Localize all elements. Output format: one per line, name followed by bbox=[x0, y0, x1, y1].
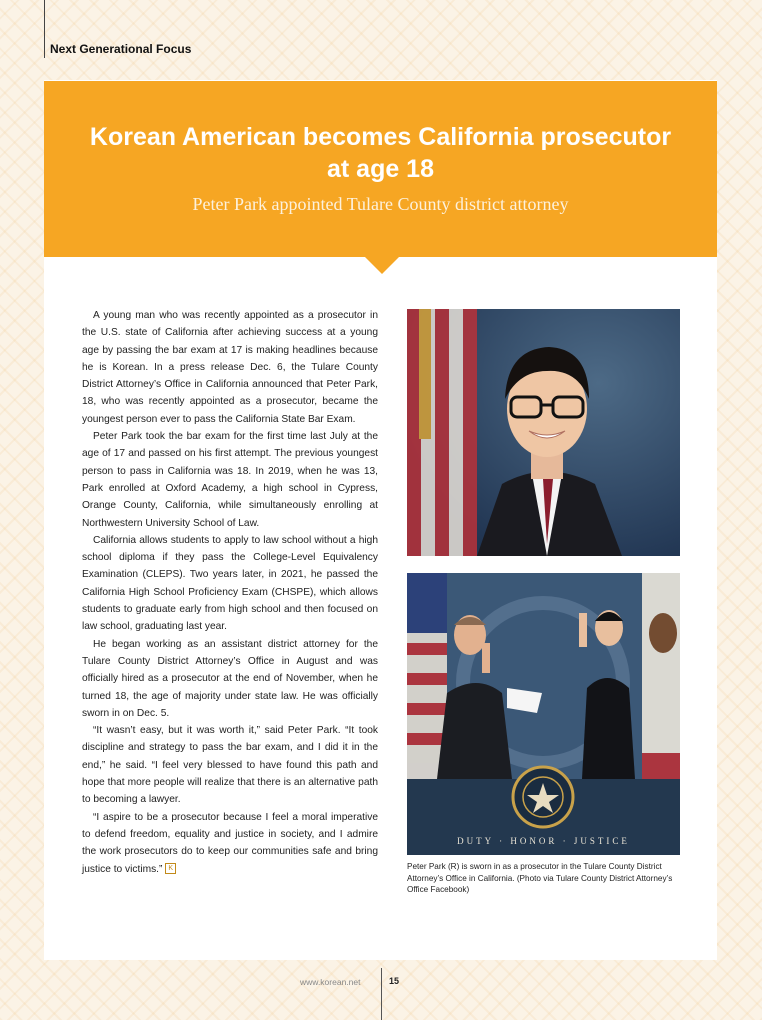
paragraph-2: Peter Park took the bar exam for the first time last July at the age of 17 and passed on his first attempt. The previous youngest person to pass in California was 18. In 2019, when he was 13, Park enrolled at Oxford Academy, a high school in Cypress, Orange County, California, while simultaneously enrolling at Northwestern University School of Law. bbox=[82, 431, 378, 529]
swearing-in-illustration bbox=[407, 573, 680, 855]
end-mark-icon: K bbox=[165, 863, 176, 874]
banner-notch bbox=[364, 256, 400, 274]
paragraph-4: He began working as an assistant district attorney for the Tulare County District Attorney’s Office in August and was officially hired as a prosecutor at the end of November, when he turned 18, the age of majority under state law. He was officially sworn in on Dec. 5. bbox=[82, 638, 378, 719]
paragraph-1: A young man who was recently appointed as a prosecutor in the U.S. state of California after achieving success at a young age by passing the bar exam at 17 is making headlines because he is Korean. In a press release Dec. 6, the Tulare County District Attorney’s Office in California announced that Peter Park, 18, who was recently appointed as a prosecutor, became the youngest person ever to pass the California State Bar Exam. bbox=[82, 310, 378, 425]
section-label: Next Generational Focus bbox=[50, 42, 192, 56]
top-divider bbox=[44, 0, 45, 58]
article-body bbox=[82, 307, 378, 878]
seal-motto: DUTY · HONOR · JUSTICE bbox=[457, 836, 630, 846]
paragraph-3: California allows students to apply to law school without a high school diploma if they pass the College-Level Equivalency Examination (CLEPS). Two years later, in 2021, he passed the California High School Proficiency Exam (CHSPE), which allows students to graduate early from high school and then focused on law school, graduating last year. bbox=[82, 534, 378, 633]
swearing-in-photo bbox=[407, 573, 680, 855]
headline: Korean American becomes California prosecutor at age 18 bbox=[89, 123, 672, 183]
footer-divider bbox=[381, 968, 382, 1020]
photo-caption: Peter Park (R) is sworn in as a prosecutor in the Tulare County District Attorney’s Office in California. (Photo via Tulare County District Attorney’s Office Facebook) bbox=[407, 862, 673, 894]
paragraph-6: “I aspire to be a prosecutor because I feel a moral imperative to defend freedom, equality and justice in society, and I admire the work prosecutors do to keep our communities safe and bring justice to victims.” K bbox=[82, 811, 378, 875]
portrait-photo bbox=[407, 309, 680, 556]
headline-banner bbox=[44, 81, 717, 257]
page-number: 15 bbox=[389, 976, 400, 986]
paragraph-5: “It wasn’t easy, but it was worth it,” said Peter Park. “It took discipline and strategy to pass the bar exam, and I did it in the end,” he said. “I feel very blessed to have found this path and hope that more people will realize that there is an alternative path to becoming a lawyer. bbox=[82, 725, 378, 806]
footer-url[interactable]: www.korean.net bbox=[300, 977, 361, 987]
subheadline: Peter Park appointed Tulare County district attorney bbox=[192, 194, 569, 214]
portrait-illustration bbox=[407, 309, 680, 556]
